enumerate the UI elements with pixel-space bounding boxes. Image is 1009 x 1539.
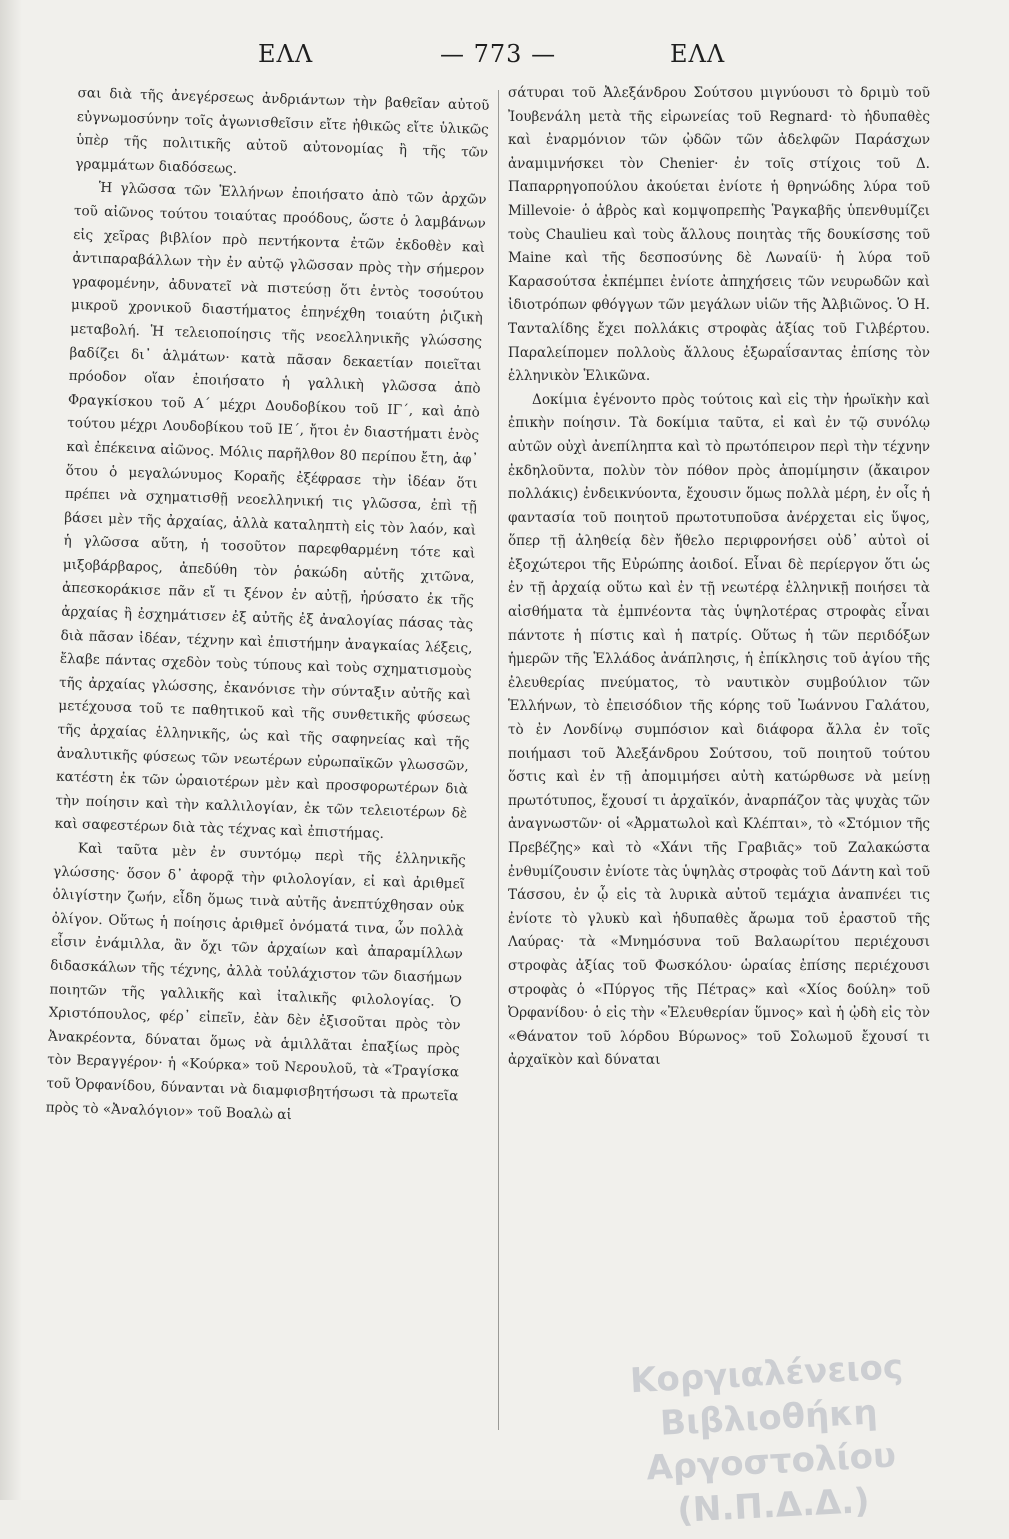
right-column	[508, 82, 930, 1462]
page-number: — 773 —	[440, 40, 557, 68]
library-watermark: Κοργιαλένειος Βιβλιοθήκη Αργοστολίου (Ν.Π.Δ.Δ.)	[629, 1346, 904, 1531]
paragraph: σάτυραι τοῦ Ἀλεξάνδρου Σούτσου μιγνύουσι τὸ δριμὺ τοῦ Ἰουβενάλη μετὰ τῆς εἰρωνείας τοῦ Regnard· τὸ ἡδυπαθὲς καὶ ἐναρμόνιον τῶν ᾠδῶν τῶν ἀδελφῶν Παράσχων ἀναμιμνήσκει τὸν Chenier· ἐν τοῖς στίχοις τοῦ Δ. Παπαρρηγοπούλου ἀκούεται ἐνίοτε ἡ θρηνώδης λύρα τοῦ Millevoie· ὁ ἁβρὸς καὶ κομψοπρεπὴς Ῥαγκαβῆς ὑπενθυμίζει τοὺς Chaulieu καὶ τοὺς ἄλλους ποιητὰς τῆς δουκίσσης τοῦ Maine καὶ τῆς δεσποσύνης δὲ Λωναίϋ· ἡ λύρα τοῦ Καρασούτσα ἐκπέμπει ἐνίοτε ἀπηχήσεις τῶν νευρωδῶν καὶ ἰδιοτρόπων φθόγγων τῶν μεγάλων υἱῶν τῆς Ἀλβιῶνος. Ὁ Η. Τανταλίδης ἔχει πολλάκις στροφὰς ἀξίας τοῦ Γιλβέρτου. Παραλείπομεν πολλοὺς ἄλλους ἐξωραΐσαντας ἐπίσης τὸν ἑλληνικὸν Ἑλικῶνα.	[508, 85, 930, 385]
header-right-keyword: ΕΛΛ	[670, 40, 726, 68]
paragraph: σαι διὰ τῆς ἀνεγέρσεως ἀνδριάντων τὴν βαθεῖαν αὐτοῦ εὐγνωμοσύνην τοῖς ἀγωνισθεῖσιν εἴτε ἠθικῶς εἴτε ὑλικῶς ὑπὲρ τῆς πολιτικῆς αὐτοῦ αὐτονομίας ἢ τῆς τῶν γραμμάτων διαδόσεως.	[75, 84, 490, 177]
page-binding-shadow	[0, 0, 22, 1500]
left-column	[35, 82, 490, 1474]
paragraph: Δοκίμια ἐγένοντο πρὸς τούτοις καὶ εἰς τὴν ἡρωϊκὴν καὶ ἐπικὴν ποίησιν. Τὰ δοκίμια ταῦτα, εἰ καὶ ἐν τῷ συνόλῳ αὐτῶν οὐχὶ ἀνεπίληπτα καὶ τὸ πρωτόπειρον περὶ τὴν τέχνην ἐκδηλοῦντα, πολὺν τὸν πόθον πρὸς ἀπομίμησιν (ἄκαιρον πολλάκις) ἐνδεικνύοντα, ἔχουσιν ὅμως πολλὰ μέρη, ἐν οἷς ἡ φαντασία τοῦ ποιητοῦ πρωτοτυποῦσα ἀνέρχεται εἰς ὕψος, ὅπερ τῇ ἀληθείᾳ δὲν ἤθελο περιφρονήσει οὐδ᾽ αὐτοὶ οἱ ἐξοχώτεροι τῆς Εὐρώπης ἀοιδοί. Εἶναι δὲ περίεργον ὅτι ὡς ἐν τῇ ἀρχαίᾳ οὕτω καὶ ἐν τῇ νεωτέρᾳ ἑλληνικῇ ποιήσει τὰ αἰσθήματα τὰ ἐμπνέοντα τὰς ὑψηλοτέρας στροφὰς εἶναι πάντοτε ἡ πίστις καὶ ἡ πατρίς. Οὕτως ἡ τῶν περιδόξων ἡμερῶν τῆς Ἑλλάδος ἀνάπλησις, ἡ ἐπίκλησις τοῦ ἁγίου τῆς ἐλευθερίας πνεύματος, τὸ ναυτικὸν συμβούλιον τῶν Ἑλλήνων, τὸ ἐπεισόδιον τῆς κόρης τοῦ Ἰωάννου Γαλάτου, τὸ ἐν Λονδίνῳ συμπόσιον καὶ διάφορα ἄλλα ἐν τοῖς ποιήμασι τοῦ Ἀλεξάνδρου Σούτσου, τοῦ ποιητοῦ τούτου ὅστις καὶ ἐν τῇ ἀπομιμήσει αὐτὴ κατώρθωσε νὰ μείνῃ πρωτότυπος, ἔχουσί τι ἀρχαϊκόν, ἀναρπάζον τὰς ψυχὰς τῶν ἀναγνωστῶν· οἱ «Ἀρματωλοὶ καὶ Κλέπται», τὸ «Στόμιον τῆς Πρεβέζης» καὶ τὸ «Χάνι τῆς Γραβιᾶς» τοῦ Ζαλακώστα ἐνθυμίζουσιν ἐνίοτε τὰς ὑψηλὰς στροφὰς τοῦ Δάντη καὶ τοῦ Τάσσου, ἐν ᾧ εἰς τὰ λυρικὰ αὐτοῦ τεμάχια ἀναπνέει τις ἐνίοτε τὸ γλυκὺ καὶ ἡδυπαθὲς ἄρωμα τοῦ ἐραστοῦ τῆς Λαύρας· τὰ «Μνημόσυνα τοῦ Βαλαωρίτου περιέχουσι στροφὰς ἀξίας τοῦ Φωσκόλου· ὡραίας ἐπίσης περιέχουσι στροφὰς ὁ «Πύργος τῆς Πέτρας» καὶ «Χίος δούλη» τοῦ Ὀρφανίδου· ὁ εἰς τὴν «Ἐλευθερίαν ὕμνος» καὶ ἡ ᾠδὴ εἰς τὸν «Θάνατον τοῦ λόρδου Βύρωνος» τοῦ Σολωμοῦ ἔχουσί τι ἀρχαϊκὸν καὶ δύναται	[508, 391, 930, 1069]
paragraph: Καὶ ταῦτα μὲν ἐν συντόμῳ περὶ τῆς ἑλληνικῆς γλώσσης· ὅσον δ᾽ ἀφορᾷ τὴν φιλολογίαν, εἰ καὶ ἀριθμεῖ ὀλιγίστην ζωήν, εἶδη ὅμως τινὰ αὐτῆς ἀνεπτύχθησαν οὐκ ὀλίγον. Οὕτως ἡ ποίησις ἀριθμεῖ ὀνόματά τινα, ὧν πολλὰ εἶσιν ἐνάμιλλα, ἂν ὄχι τῶν ἀρχαίων καὶ ἀπαραμίλλων διδασκάλων τῆς τέχνης, ἀλλὰ τοὐλάχιστον τῶν διασήμων ποιητῶν τῆς γαλλικῆς καὶ ἰταλικῆς φιλολογίας. Ὁ Χριστόπουλος, φέρ᾽ εἰπεῖν, ἐὰν δὲν ἐξισοῦται πρὸς τὸν Ἀνακρέοντα, δύναται ὅμως νὰ ἁμιλλᾶται ἐπαξίως πρὸς τὸν Βεραγγέρον· ἡ «Κούρκα» τοῦ Νερουλοῦ, τὰ «Τραγίσκα τοῦ Ὀρφανίδου, δύνανται νὰ διαμφισβητήσωσι τὰ πρωτεῖα πρὸς τὸ «Ἀναλόγιον» τοῦ Βοαλὼ αἱ	[45, 840, 466, 1123]
header-left-keyword: ΕΛΛ	[258, 40, 314, 68]
paragraph: Ἡ γλῶσσα τῶν Ἑλλήνων ἐποιήσατο ἀπὸ τῶν ἀρχῶν τοῦ αἰῶνος τούτου τοιαύτας προόδους, ὥστε ὁ λαμβάνων εἰς χεῖρας βιβλίον πρὸ πεντήκοντα ἐτῶν ἐκδοθὲν καὶ ἀντιπαραβάλλων τὴν ἐν αὐτῷ γλῶσσαν πρὸς τὴν σήμερον γραφομένην, ἀδυνατεῖ νὰ πιστεύσῃ ὅτι ἐντὸς τοσούτου μικροῦ χρονικοῦ διαστήματος ἐπηνέχθη τοιαύτη ῥιζικὴ μεταβολή. Ἡ τελειοποίησις τῆς νεοελληνικῆς γλώσσης βαδίζει δι᾽ ἁλμάτων· κατὰ πᾶσαν δεκαετίαν ποιεῖται πρόοδον οἵαν ἐποιήσατο ἡ γαλλικὴ γλῶσσα ἀπὸ Φραγκίσκου τοῦ Α΄ μέχρι Δουδοβίκου τοῦ ΙΓ΄, καὶ ἀπὸ τούτου μέχρι Λουδοβίκου τοῦ ΙΕ΄, ἤτοι ἐν διαστήματι ἑνὸς καὶ ἐπέκεινα αἰῶνος. Μόλις παρῆλθον 80 περίπου ἔτη, ἀφ᾽ ὅτου ὁ μεγαλώνυμος Κοραῆς ἐξέφρασε τὴν ἰδέαν ὅτι πρέπει νὰ σχηματισθῇ νεοελληνική τις γλῶσσα, ἐπὶ τῇ βάσει μὲν τῆς ἀρχαίας, ἀλλὰ καταληπτὴ εἰς τὸν λαόν, καὶ ἡ γλῶσσα αὕτη, ἡ τοσοῦτον παρεφθαρμένη τότε καὶ μιξοβάρβαρος, ἀπεδύθη τὸν ῥακώδη αὐτῆς χιτῶνα, ἀπεσκοράκισε πᾶν εἴ τι ξένον ἐν αὐτῇ, ἠρύσατο ἐκ τῆς ἀρχαίας ἢ ἐσχημάτισεν ἐξ αὐτῆς ἐξ ἀναλογίας πάσας τὰς διὰ πᾶσαν ἰδέαν, τέχνην καὶ ἐπιστήμην ἀναγκαίας λέξεις, ἔλαβε πάντας σχεδὸν τοὺς τύπους καὶ τοὺς σχηματισμοὺς τῆς ἀρχαίας γλώσσης, ἐκανόνισε τὴν σύνταξιν αὐτῆς καὶ μετέχουσα τοῦ τε παθητικοῦ καὶ τῆς συνθετικῆς φύσεως τῆς ἀρχαίας ἑλληνικῆς, ὡς καὶ τῆς σαφηνείας καὶ τῆς ἀναλυτικῆς φύσεως τῶν νεωτέρων εὐρωπαϊκῶν γλωσσῶν, κατέστη ἐκ τῶν ὡραιοτέρων μὲν καὶ προσφορωτέρων διὰ τὴν ποίησιν καὶ τὴν καλλιλογίαν, ἐκ τῶν τελειοτέρων δὲ καὶ σαφεστέρων διὰ τὰς τέχνας καὶ ἐπιστήμας.	[54, 180, 487, 843]
running-header	[0, 40, 1009, 80]
column-divider	[498, 90, 499, 1430]
